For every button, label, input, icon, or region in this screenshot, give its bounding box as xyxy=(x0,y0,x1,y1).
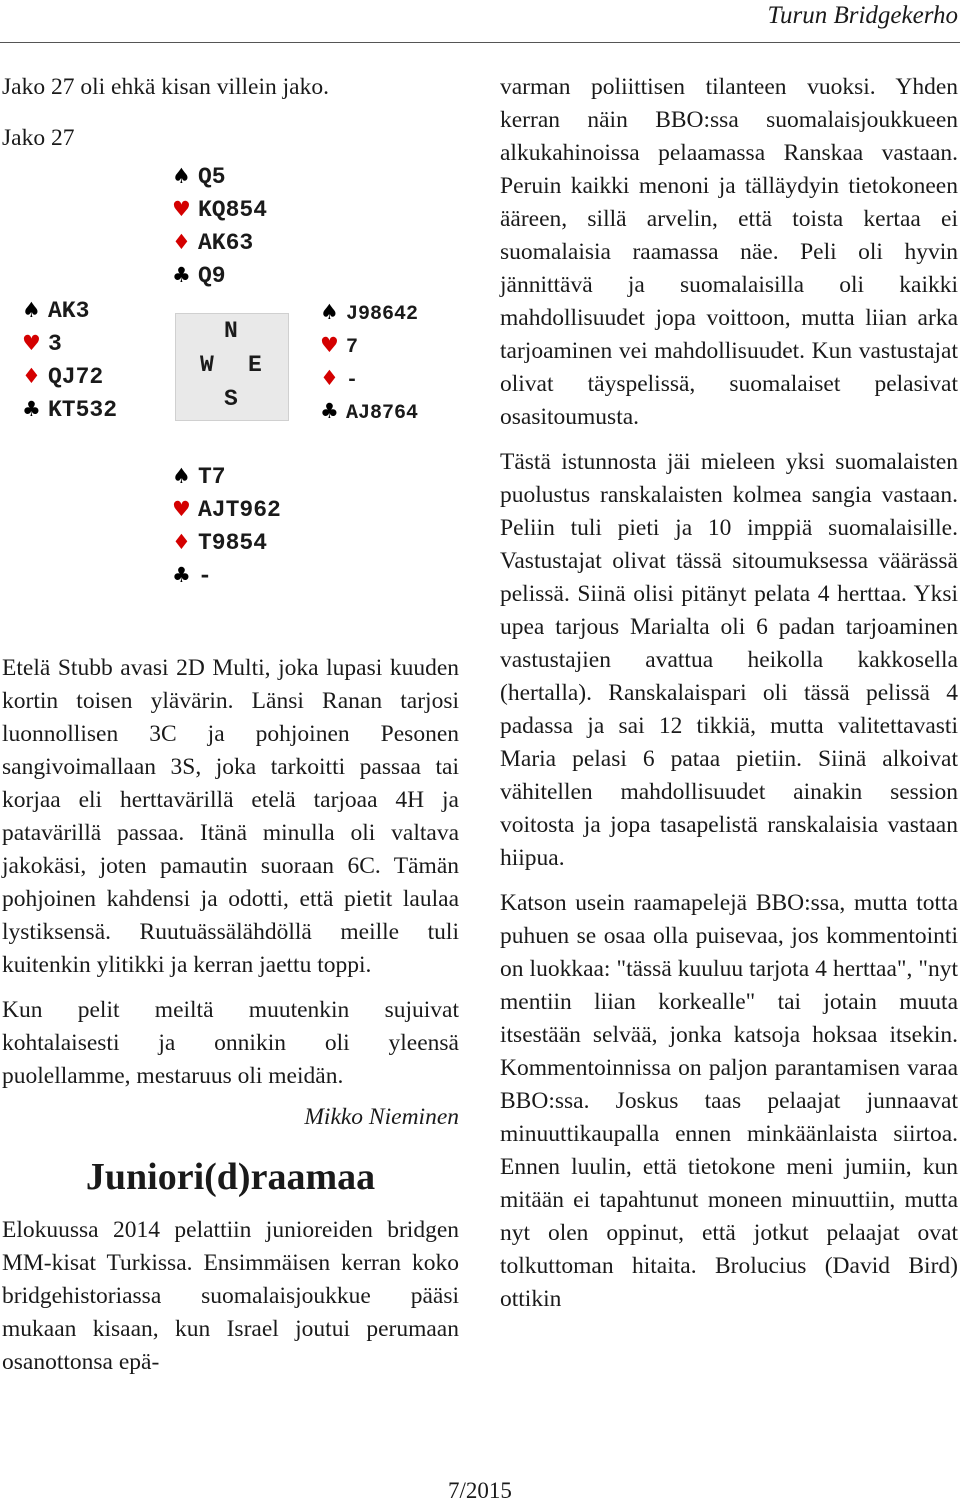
west-diamonds: QJ72 xyxy=(48,364,104,390)
spade-icon: ♠ xyxy=(22,298,41,322)
heart-icon: ♥ xyxy=(22,331,41,355)
north-clubs: Q9 xyxy=(198,263,226,289)
spade-icon: ♠ xyxy=(172,464,191,488)
heart-icon: ♥ xyxy=(320,333,339,357)
left-column-body xyxy=(2,652,459,1379)
spade-icon: ♠ xyxy=(320,300,339,324)
compass-north: N xyxy=(224,318,238,344)
intro-text: Jako 27 oli ehkä kisan villein jako. xyxy=(2,74,329,100)
club-icon: ♣ xyxy=(320,399,339,423)
author-signature: Mikko Nieminen xyxy=(304,1104,459,1130)
compass-south: S xyxy=(224,386,238,412)
east-hand xyxy=(320,296,418,428)
north-hand xyxy=(172,160,267,292)
diamond-icon: ♦ xyxy=(172,230,191,254)
article-paragraph: Katson usein raamapelejä BBO:ssa, mutta totta puhuen se osaa olla puisevaa, jos kommentointi on luokkaa: "tässä kuuluu tarjota 4 herttaa", "nyt mentiin liian korkealle" tai jotain muuta itsestään selvää, jonka katsoja hoksaa itsekin. Kommentoinnissa on paljon parantamisen varaa BBO:ssa. Joskus taas pelaajat junnaavat minuuttikaupalla ennen minkäänlaista siirtoa. Ennen luulin, että tietokone meni jumiin, kun mitään ei tapahtunut moneen minuuttiin, mutta nyt olen oppinut, että jotkut pelaajat ovat tolkuttoman hitaita. Brolucius (David Bird) ottikin xyxy=(500,890,958,1312)
heart-icon: ♥ xyxy=(172,197,191,221)
publication-title: Turun Bridgekerho xyxy=(767,2,958,29)
south-clubs: - xyxy=(198,563,212,589)
compass-box xyxy=(175,313,289,421)
north-hearts: KQ854 xyxy=(198,197,268,223)
left-column xyxy=(2,71,459,155)
club-icon: ♣ xyxy=(22,397,41,421)
spade-icon: ♠ xyxy=(172,164,191,188)
club-icon: ♣ xyxy=(172,263,191,287)
compass-east: E xyxy=(248,352,262,378)
header-divider xyxy=(0,42,960,43)
west-hearts: 3 xyxy=(48,331,62,357)
south-hearts: AJT962 xyxy=(198,497,281,523)
east-clubs: AJ8764 xyxy=(346,402,419,425)
section-title: Juniori(d)raamaa xyxy=(85,1156,376,1198)
page-number: 7/2015 xyxy=(448,1478,512,1503)
right-column xyxy=(500,71,958,1316)
deal-label: Jako 27 xyxy=(2,125,75,151)
north-spades: Q5 xyxy=(198,164,226,190)
east-diamonds: - xyxy=(346,369,359,392)
diamond-icon: ♦ xyxy=(22,364,41,388)
east-hearts: 7 xyxy=(346,336,359,359)
west-clubs: KT532 xyxy=(48,397,118,423)
north-diamonds: AK63 xyxy=(198,230,254,256)
south-spades: T7 xyxy=(198,464,226,490)
east-spades: J98642 xyxy=(346,303,419,326)
article-paragraph: Etelä Stubb avasi 2D Multi, joka lupasi kuuden kortin toisen ylävärin. Länsi Ranan tarjosi luonnollisen 3C ja pohjoinen Pesonen sangivoimallaan 3S, joka tarkoitti passaa tai korjaa eli herttavärillä etelä tarjoaa 4H ja patavärillä passaa. Itänä minulla oli valtava jakokäsi, joten pamautin suoraan 6C. Tämän pohjoinen kahdensi ja odotti, että pietit laulaa lystiksensä. Ruutuässälähdöllä meille tuli kuitenkin ylitikki ja kerran jaettu toppi. xyxy=(2,655,459,978)
compass-west: W xyxy=(200,352,214,378)
club-icon: ♣ xyxy=(172,563,191,587)
heart-icon: ♥ xyxy=(172,497,191,521)
south-hand xyxy=(172,460,281,592)
west-spades: AK3 xyxy=(48,298,90,324)
south-diamonds: T9854 xyxy=(198,530,268,556)
diamond-icon: ♦ xyxy=(320,366,339,390)
bridge-deal-diagram xyxy=(0,160,460,590)
page-header xyxy=(0,0,960,44)
article-paragraph: Kun pelit meiltä muutenkin sujuivat kohtalaisesti ja onnikin oli yleensä puolellamme, mestaruus oli meidän. xyxy=(2,997,459,1089)
diamond-icon: ♦ xyxy=(172,530,191,554)
article-paragraph: Tästä istunnosta jäi mieleen yksi suomalaisten puolustus ranskalaisten kolmea sangia vastaan. Peliin tuli pieti ja 10 imppiä suomalaisille. Vastustajat olivat tässä sitoumuksessa väärässä pelissä. Siinä olisi pitänyt pelata 4 herttaa. Yksi upea tarjous Marialta oli 6 padan tarjoaminen vastustajien avattua heikolla kakkosella (hertalla). Ranskalaispari oli tässä pelissä 4 padassa ja sai 12 tikkiä, mutta valitettavasti Maria pelasi 6 pataa pietiin. Siinä alkoivat vähitellen mahdollisuudet ainakin session voitosta ja jopa tasapelistä ranskalaisia vastaan hiipua. xyxy=(500,449,958,871)
article-paragraph: Elokuussa 2014 pelattiin junioreiden bridgen MM-kisat Turkissa. Ensimmäisen kerran koko bridgehistoriassa suomalaisjoukkue pääsi mukaan kisaan, kun Israel joutui perumaan osanottonsa epä- xyxy=(2,1217,459,1375)
article-paragraph: varman poliittisen tilanteen vuoksi. Yhden kerran näin BBO:ssa suomalaisjoukkueen alkukahinoissa pelaamassa Ranskaa vastaan. Peruin kaikki menoni ja tälläydyin tietokoneen ääreen, sillä arvelin, että toista kertaa ei suomalaisia raamassa näe. Peli oli hyvin jännittävä ja suomalaisilla oli kaikki mahdollisuudet jopa voittoon, mutta liian arka tarjoaminen vei mahdollisuudet. Kun vastustajat olivat täyspelissä, suomalaiset pelasivat osasitoumusta. xyxy=(500,74,958,430)
west-hand xyxy=(22,294,117,426)
